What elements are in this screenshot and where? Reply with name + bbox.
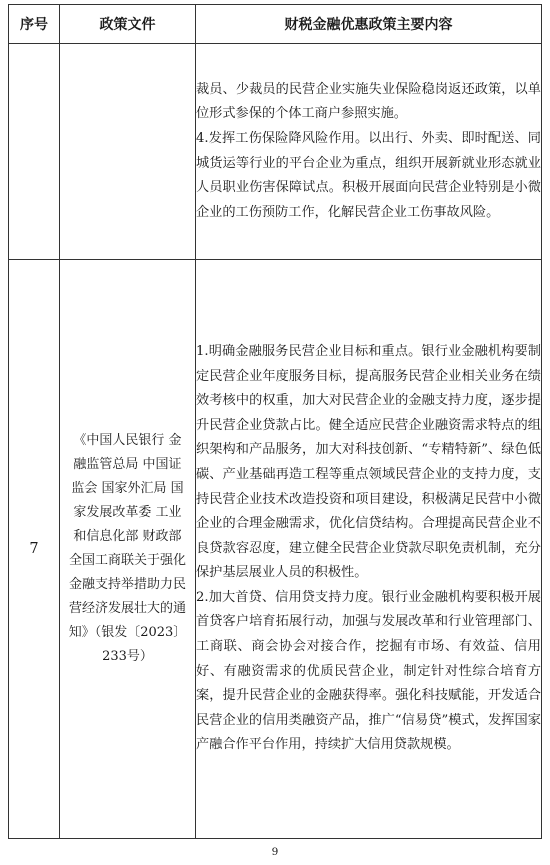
seq-cell [9,44,60,260]
policy-document-cell [60,44,196,260]
table-row [9,260,542,839]
header-seq: 序号 [9,5,60,44]
seq-cell: 7 [9,260,60,839]
header-policy-document: 政策文件 [60,5,196,44]
content-paragraph: 裁员、少裁员的民营企业实施失业保险稳岗返还政策，以单位形式参保的个体工商户参照实施。 [196,81,541,122]
policy-document-cell [60,260,196,839]
policy-content-cell [196,44,542,260]
table-header-row [9,5,542,44]
page-number: 9 [271,846,279,858]
policy-content-cell [196,260,542,839]
policy-document-text: 《中国人民银行 金融监管总局 中国证监会 国家外汇局 国家发展改革委 工业和信息化部 财政部 全国工商联关于强化金融支持举措助力民营经济发展壮大的通知》（银发〔2023〕233号） [68,433,187,664]
table-row [9,44,542,260]
header-policy-content: 财税金融优惠政策主要内容 [196,5,542,44]
policy-table [8,4,542,839]
content-paragraph: 4.发挥工伤保险降风险作用。以出行、外卖、即时配送、同城货运等行业的平台企业为重点，组织开展新就业形态就业人员职业伤害保障试点。积极开展面向民营企业特别是小微企业的工伤预防工作，化解民营企业工伤事故风险。 [196,130,541,220]
content-paragraph: 2.加大首贷、信用贷支持力度。银行业金融机构要积极开展首贷客户培育拓展行动，加强与发展改革和行业管理部门、工商联、商会协会对接合作，挖掘有市场、有效益、信用好、有融资需求的优质民营企业，制定针对性综合培育方案，提升民营企业的金融获得率。强化科技赋能，开发适合民营企业的信用类融资产品，推广“信易贷”模式，发挥国家产融合作平台作用，持续扩大信用贷款规模。 [196,589,541,753]
content-paragraph: 1.明确金融服务民营企业目标和重点。银行业金融机构要制定民营企业年度服务目标，提高服务民营企业相关业务在绩效考核中的权重，加大对民营企业的金融支持力度，逐步提升民营企业贷款占比。健全适应民营企业融资需求特点的组织架构和产品服务，加大对科技创新、“专精特新”、绿色低碳、产业基础再造工程等重点领域民营企业的支持力度，支持民营企业技术改造投资和项目建设，积极满足民营中小微企业的合理金融需求，优化信贷结构。合理提高民营企业不良贷款容忍度，建立健全民营企业贷款尽职免责机制，充分保护基层展业人员的积极性。 [196,343,541,581]
